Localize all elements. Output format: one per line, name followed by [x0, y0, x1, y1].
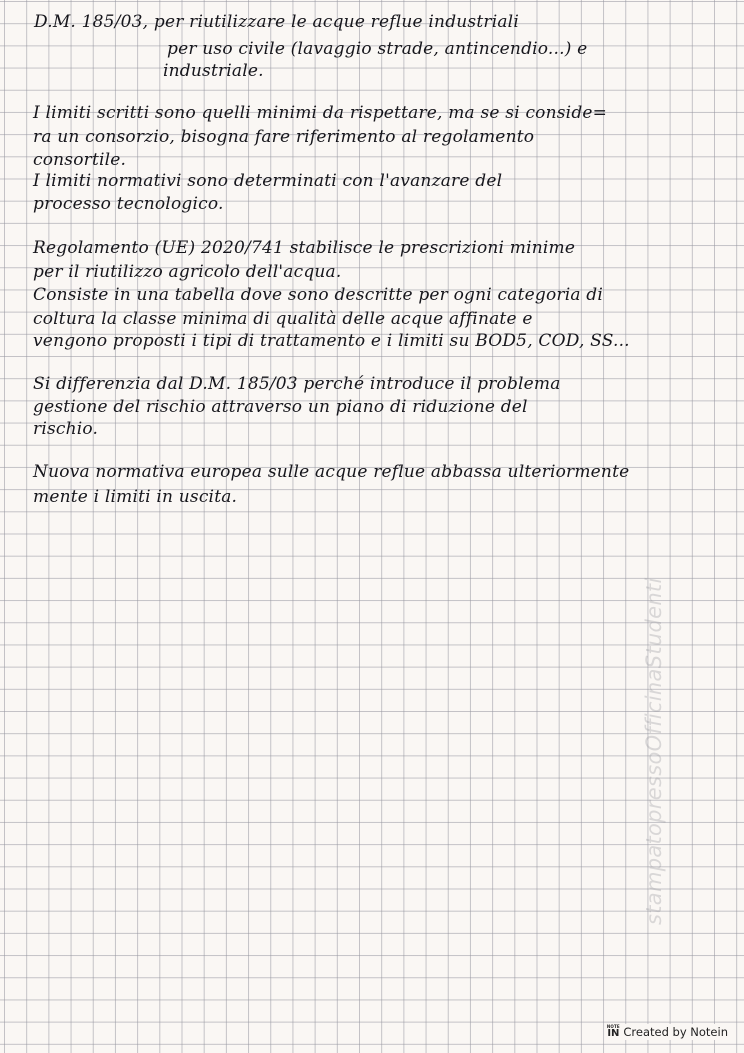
note-line: ra un consorzio, bisogna fare riferimento al regolamento	[33, 127, 535, 147]
watermark: stampatopressoOfficinaStudenti	[642, 577, 666, 925]
note-line: gestione del rischio attraverso un piano di riduzione del	[33, 397, 528, 417]
note-line: vengono proposti i tipi di trattamento e i limiti su BOD5, COD, SS...	[33, 331, 630, 351]
note-line: per il riutilizzo agricolo dell'acqua.	[33, 262, 342, 282]
note-line: I limiti scritti sono quelli minimi da rispettare, ma se si conside=	[33, 103, 608, 123]
notein-brand	[605, 1024, 730, 1040]
note-line: rischio.	[33, 419, 99, 439]
note-line: I limiti normativi sono determinati con l'avanzare del	[33, 171, 503, 191]
note-line: Consiste in una tabella dove sono descritte per ogni categoria di	[33, 285, 603, 305]
note-line: Nuova normativa europea sulle acque reflue abbassa ulteriormente	[33, 462, 630, 482]
note-line: coltura la classe minima di qualità delle acque affinate e	[33, 309, 533, 329]
created-by-label: Created by Notein	[623, 1025, 728, 1039]
notein-logo-icon	[607, 1025, 619, 1039]
note-line: processo tecnologico.	[33, 194, 224, 214]
note-line: industriale.	[163, 61, 264, 81]
note-line: consortile.	[33, 150, 127, 170]
logo-main-text: IN	[607, 1028, 620, 1039]
note-line: D.M. 185/03, per riutilizzare le acque reflue industriali	[34, 12, 519, 32]
logo-top-text: NOTE	[606, 1024, 620, 1029]
note-line: Si differenzia dal D.M. 185/03 perché introduce il problema	[33, 374, 561, 394]
note-line: Regolamento (UE) 2020/741 stabilisce le prescrizioni minime	[33, 238, 576, 258]
note-line: per uso civile (lavaggio strade, antincendio...) e	[167, 39, 588, 59]
note-line: mente i limiti in uscita.	[33, 487, 238, 507]
